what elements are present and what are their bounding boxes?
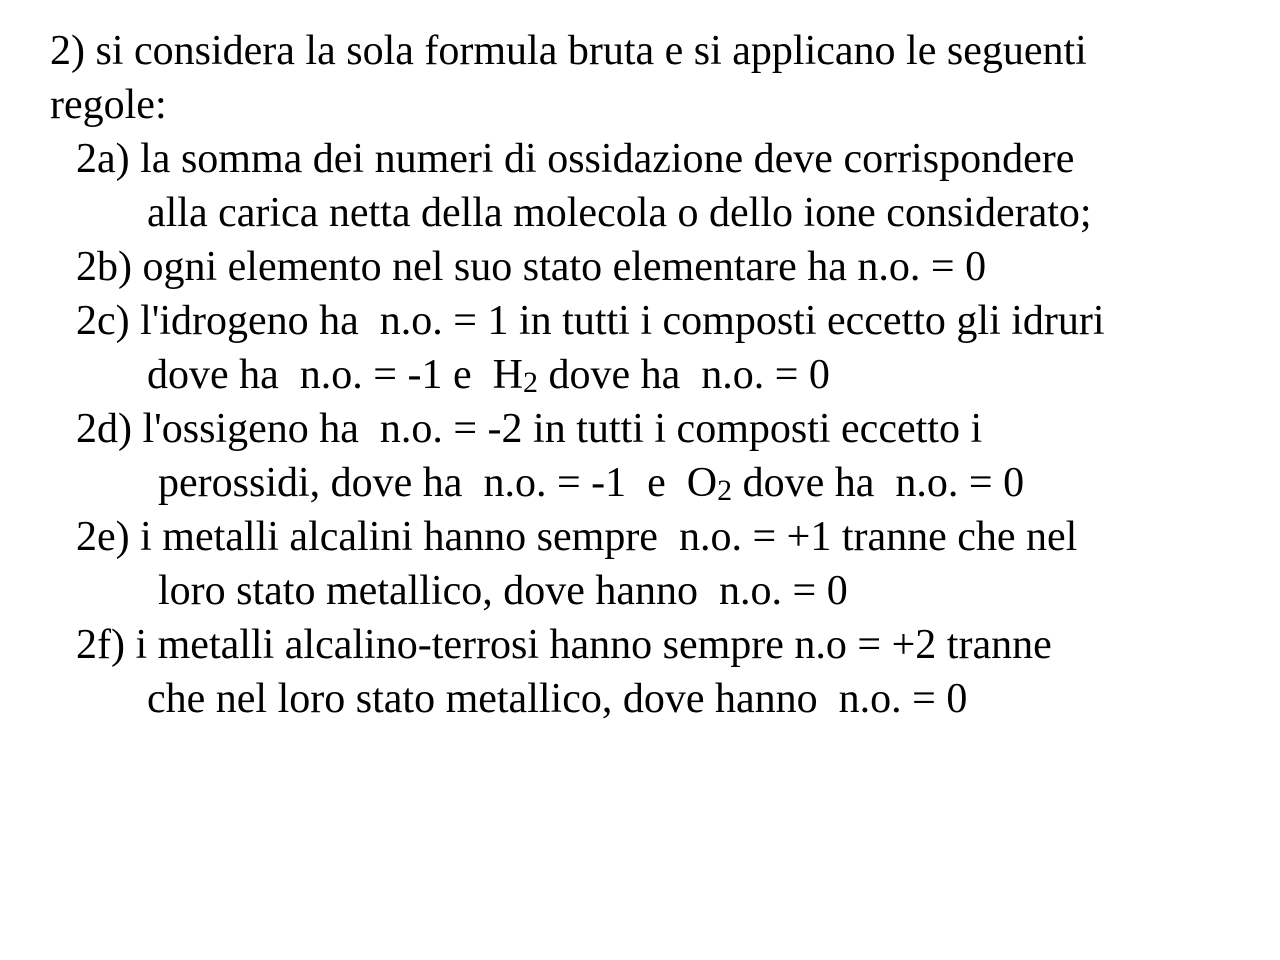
intro-line-2: regole: — [50, 82, 167, 128]
rule-2d-line-1: 2d) l'ossigeno ha n.o. = -2 in tutti i composti eccetto i — [76, 406, 983, 452]
rule-2f-line-1: 2f) i metalli alcalino-terrosi hanno sempre n.o = +2 tranne — [76, 622, 1052, 668]
rule-2d-line-2-text: perossidi, dove ha n.o. = -1 e O — [158, 460, 718, 506]
rule-2d-line-2 — [158, 456, 1024, 510]
rule-2c-line-2 — [147, 348, 830, 402]
rule-2e-line-2: loro stato metallico, dove hanno n.o. = 0 — [158, 568, 848, 614]
rule-2a-line-1: 2a) la somma dei numeri di ossidazione deve corrispondere — [76, 136, 1075, 182]
hydrogen-subscript: 2 — [522, 366, 538, 399]
rule-2a-line-2: alla carica netta della molecola o dello ione considerato; — [147, 190, 1092, 236]
rule-2c-line-2-tail: dove ha n.o. = 0 — [537, 352, 830, 398]
rule-2e-line-1: 2e) i metalli alcalini hanno sempre n.o. = +1 tranne che nel — [76, 514, 1078, 560]
rule-2f-line-2: che nel loro stato metallico, dove hanno n.o. = 0 — [147, 676, 968, 722]
rule-2b-line-1: 2b) ogni elemento nel suo stato elementare ha n.o. = 0 — [76, 244, 987, 290]
rule-2d-line-2-tail: dove ha n.o. = 0 — [732, 460, 1025, 506]
oxygen-subscript: 2 — [717, 474, 733, 507]
rule-2c-line-2-text: dove ha n.o. = -1 e H — [147, 352, 523, 398]
intro-line-1: 2) si considera la sola formula bruta e si applicano le seguenti — [50, 28, 1087, 74]
rule-2c-line-1: 2c) l'idrogeno ha n.o. = 1 in tutti i composti eccetto gli idruri — [76, 298, 1105, 344]
